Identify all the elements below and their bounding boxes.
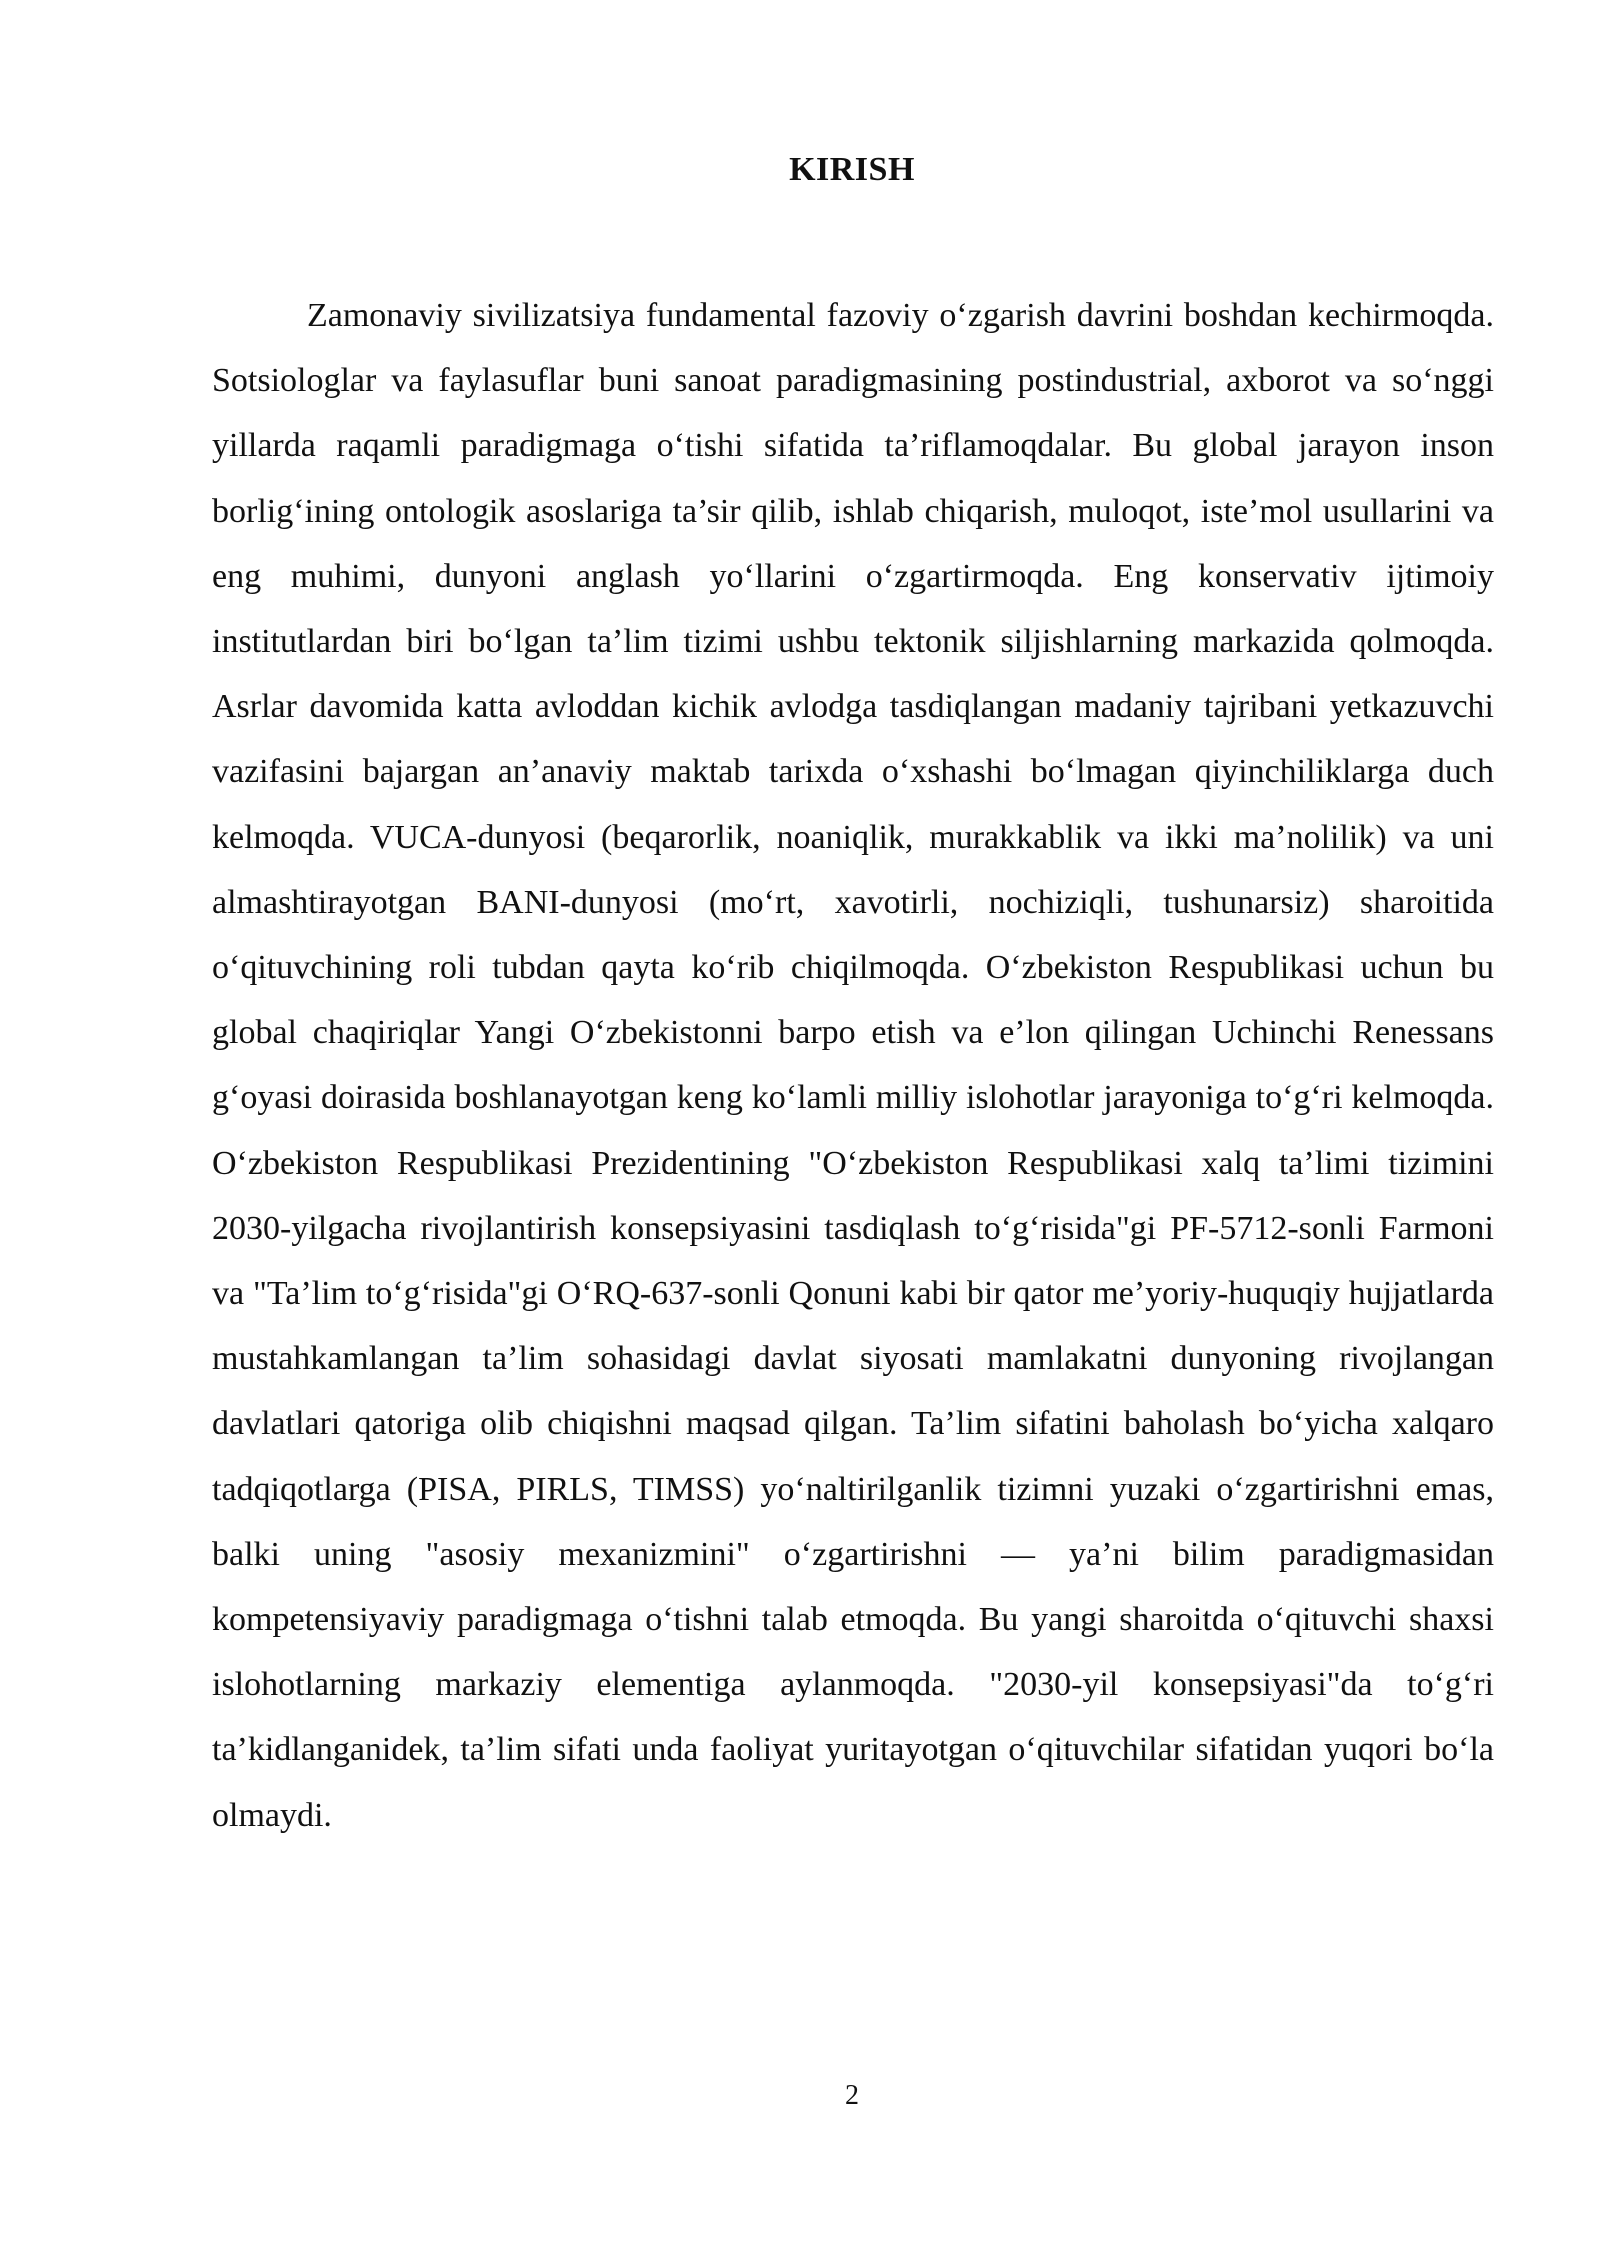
section-heading: KIRISH: [789, 151, 915, 188]
body-paragraph: Zamonaviy sivilizatsiya fundamental fazoviy o‘zgarish davrini boshdan kechirmoqda. Sotsiologlar va faylasuflar buni sanoat paradigmasining postindustrial, axborot va so‘nggi yillarda raqamli paradigmaga o‘tishi sifatida ta’riflamoqdalar. Bu global jarayon inson borlig‘ining ontologik asoslariga ta’sir qilib, ishlab chiqarish, muloqot, iste’mol usullarini va eng muhimi, dunyoni anglash yo‘llarini o‘zgartirmoqda. Eng konservativ ijtimoiy institutlardan biri bo‘lgan ta’lim tizimi ushbu tektonik siljishlarning markazida qolmoqda. Asrlar davomida katta avloddan kichik avlodga tasdiqlangan madaniy tajribani yetkazuvchi vazifasini bajargan an’anaviy maktab tarixda o‘xshashi bo‘lmagan qiyinchiliklarga duch kelmoqda. VUCA-dunyosi (beqarorlik, noaniqlik, murakkablik va ikki ma’nolilik) va uni almashtirayotgan BANI-dunyosi (mo‘rt, xavotirli, nochiziqli, tushunarsiz) sharoitida o‘qituvchining roli tubdan qayta ko‘rib chiqilmoqda. O‘zbekiston Respublikasi uchun bu global chaqiriqlar Yangi O‘zbekistonni barpo etish va e’lon qilingan Uchinchi Renessans g‘oyasi doirasida boshlanayotgan keng ko‘lamli milliy islohotlar jarayoniga to‘g‘ri kelmoqda. O‘zbekiston Respublikasi Prezidentining "O‘zbekiston Respublikasi xalq ta’limi tizimini 2030-yilgacha rivojlantirish konsepsiyasini tasdiqlash to‘g‘risida"gi PF-5712-sonli Farmoni va "Ta’lim to‘g‘risida"gi O‘RQ-637-sonli Qonuni kabi bir qator me’yoriy-huquqiy hujjatlarda mustahkamlangan ta’lim sohasidagi davlat siyosati mamlakatni dunyoning rivojlangan davlatlari qatoriga olib chiqishni maqsad qilgan. Ta’lim sifatini baholash bo‘yicha xalqaro tadqiqotlarga (PISA, PIRLS, TIMSS) yo‘naltirilganlik tizimni yuzaki o‘zgartirishni emas, balki uning "asosiy mexanizmini" o‘zgartirishni — ya’ni bilim paradigmasidan kompetensiyaviy paradigmaga o‘tishni talab etmoqda. Bu yangi sharoitda o‘qituvchi shaxsi islohotlarning markaziy elementiga aylanmoqda. "2030-yil konsepsiyasi"da to‘g‘ri ta’kidlanganidek, ta’lim sifati unda faoliyat yuritayotgan o‘qituvchilar sifatidan yuqori bo‘la olmaydi.: [212, 297, 1494, 1834]
page-number: 2: [845, 2080, 859, 2111]
